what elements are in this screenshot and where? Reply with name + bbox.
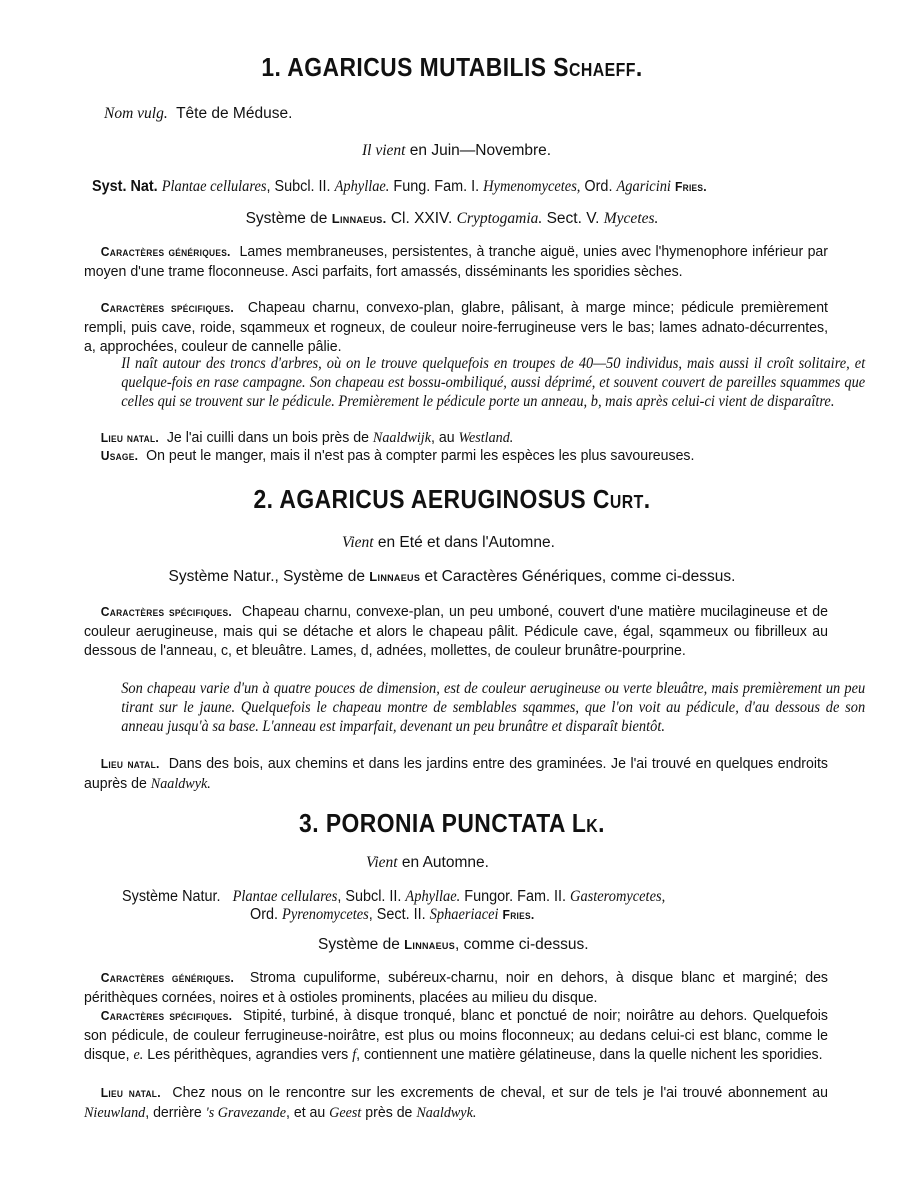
label: Caractères spécifiques. [100, 300, 235, 315]
body-text: Naaldwyk. [416, 1103, 477, 1121]
common-name [104, 105, 292, 123]
note-1 [84, 354, 865, 411]
body-text: , derrière [145, 1103, 202, 1121]
syst-text: Fungor. Fam. II. [464, 888, 567, 905]
body-text: Naaldwijk [372, 429, 432, 446]
linnaeus-text: Système de [245, 210, 328, 227]
usage-1 [84, 446, 828, 466]
systema-naturae-1 [92, 178, 707, 196]
body-text: Chapeau charnu, convexe-plan, un peu umboné, couvert d'une matière mucilagineuse et de couleur aerugineuse, mais qui se détache et alors le chapeau pâlit. Pédicule cave, égal, sqammeux ou fibrilleux au dessous de l'anneau, c, et bleuâtre. Lames, d, adnées, mollettes, de couleur brunâtre-pourprine. [84, 603, 828, 659]
body-text: Je l'ai cuilli dans un bois près de [166, 429, 369, 446]
habitat-3 [84, 1083, 828, 1122]
syst-text: , Sect. II. [368, 906, 426, 923]
specific-characters-3 [84, 1006, 828, 1065]
syst-text: Fung. Fam. I. [393, 178, 480, 195]
syst-text: Syst. Nat. [92, 178, 158, 195]
systeme-text: Système Natur., Système de [168, 568, 365, 585]
season-value: en Eté et dans l'Automne. [377, 534, 555, 551]
syst-text: Plantae cellulares [232, 888, 338, 905]
species-author: Curt. [592, 484, 651, 514]
label: Lieu natal. [100, 756, 160, 771]
syst-text: Gasteromycetes, [570, 888, 666, 905]
section-number: 1. [261, 52, 282, 82]
note-2 [84, 679, 865, 736]
label: Caractères spécifiques. [100, 1008, 233, 1023]
season-label: Vient [342, 534, 374, 551]
season-label: Il vient [362, 142, 406, 159]
label: Lieu natal. [100, 430, 159, 445]
linnaeus-text: Linnaeus. [331, 211, 387, 226]
linnaeus-text: Sect. V. [546, 210, 600, 227]
body-text: Chapeau charnu, convexo-plan, glabre, pâlisant, à marge mince; pédicule premièrement rempli, puis cave, roide, sqammeux et rogneux, de couleur noire-ferrugineuse vers le bas; lames adnato-décurrentes, a, approchées, couleur de cannelle pâlie. [84, 299, 828, 355]
linnaeus-3 [318, 936, 589, 954]
generic-characters-3 [84, 968, 828, 1007]
season-value: en Automne. [401, 854, 489, 871]
common-name-value: Tête de Méduse. [176, 105, 293, 122]
label: Usage. [100, 448, 139, 463]
season-1 [362, 142, 551, 160]
label: Caractères génériques. [100, 244, 231, 259]
label: Lieu natal. [100, 1085, 161, 1100]
body-text: , et au [285, 1103, 326, 1121]
specific-characters-2 [84, 602, 828, 661]
body-text: On peut le manger, mais il n'est pas à compter parmi les espèces les plus savoureuses. [146, 447, 695, 464]
body-text: Chez nous on le rencontre sur les excrements de cheval, et sur de tels je l'ai trouvé abonnement au [172, 1084, 828, 1101]
syst-text: Agaricini [616, 178, 671, 195]
common-name-label: Nom vulg. [104, 105, 168, 122]
systeme-text: Linnaeus [369, 569, 421, 584]
systema-naturae-3-cont [250, 906, 535, 924]
syst-text: Aphyllae. [334, 178, 390, 195]
section-2-title [54, 484, 850, 515]
season-2 [342, 534, 555, 552]
note-text: Il naît autour des troncs d'arbres, où on le trouve quelquefois en troupes de 40—50 individus, mais aussi il croît solitaire, et quelque-fois en rase campagne. Son chapeau est bossu-ombiliqué, aussi déprimé, et souvent couvert de pareilles squammes que celles qui se trouvent sur le pédicule. Premièrement le pédicule porte un anneau, b, mais après celui-ci vient de disparaître. [121, 355, 866, 410]
body-text: Lames membraneuses, persistentes, à tranche aiguë, unies avec l'hymenophore inférieur par moyen d'une trame floconneuse. Asci parfaits, fort amassés, disséminants les sporidies sèches. [84, 243, 828, 280]
syst-text: Ord. [584, 178, 613, 195]
section-number: 2. [253, 484, 274, 514]
species-name: AGARICUS AERUGINOSUS [279, 484, 587, 514]
linnaeus-1 [0, 210, 904, 228]
body-text: Stipité, turbiné, à disque tronqué, blanc et ponctué de noir; noirâtre au dehors. Quelquefois son pédicule, de couleur ferrugineuse-noirâtre, est plus ou moins floconneux; au dedans celui-ci est blanc, comme le disque, [84, 1007, 829, 1063]
body-text: 's Gravezande [205, 1103, 286, 1121]
linnaeus-text: Cryptogamia. [456, 210, 543, 227]
section-1-title [54, 52, 850, 83]
season-3 [366, 854, 489, 872]
species-name: PORONIA PUNCTATA [325, 808, 566, 838]
body-text: près de [365, 1103, 413, 1121]
linnaeus-text: Linnaeus [404, 937, 456, 952]
body-text: Nieuwland [84, 1103, 146, 1121]
syst-text: Système Natur. [122, 888, 221, 905]
syst-text: Fries. [502, 907, 535, 922]
body-text: f [352, 1046, 357, 1063]
note-text: Son chapeau varie d'un à quatre pouces de dimension, est de couleur aerugineuse ou verte bleuâtre, mais premièrement un peu tirant sur le jaune. Quelquefois le chapeau montre de semblables sqammes, que l'on voit au pédicule, d'au dessous de son anneau jusqu'à sa base. L'anneau est imparfait, devenant un peu brunâtre et disparaît bientôt. [121, 680, 866, 735]
systeme-text: et Caractères Génériques, comme ci-dessus. [424, 568, 736, 585]
habitat-2 [84, 754, 828, 793]
body-text: , contiennent une matière gélatineuse, dans la quelle nichent les sporidies. [356, 1046, 823, 1063]
species-author: Schaeff. [553, 52, 643, 82]
syst-text: , Subcl. II. [266, 178, 331, 195]
syst-text: Sphaeriacei [429, 906, 499, 923]
label: Caractères génériques. [100, 970, 235, 985]
syst-text: Aphyllae. [405, 888, 461, 905]
systema-naturae-3 [122, 888, 665, 906]
syst-text: Hymenomycetes, [483, 178, 581, 195]
habitat-1 [84, 428, 828, 448]
body-text: Les périthèques, agrandies vers [147, 1046, 349, 1063]
section-3-title [54, 808, 850, 839]
syst-text: Ord. [250, 906, 279, 923]
body-text: , au [431, 429, 455, 446]
generic-characters-1 [84, 242, 828, 281]
syst-text: Fries. [674, 179, 707, 194]
section-number: 3. [299, 808, 320, 838]
body-text: Westland. [458, 429, 514, 446]
linnaeus-text: , comme ci-dessus. [455, 936, 589, 953]
body-text: Dans des bois, aux chemins et dans les jardins entre des graminées. Je l'ai trouvé en quelques endroits auprès de [84, 755, 828, 792]
syst-text: , Subcl. II. [337, 888, 402, 905]
label: Caractères spécifiques. [100, 604, 232, 619]
body-text: e. [133, 1046, 144, 1063]
species-name: AGARICUS MUTABILIS [287, 52, 547, 82]
specific-characters-1 [84, 298, 828, 357]
body-text: Naaldwyk. [150, 774, 211, 792]
linnaeus-text: Mycetes. [603, 210, 659, 227]
season-value: en Juin—Novembre. [409, 142, 552, 159]
body-text: Stroma cupuliforme, subéreux-charnu, noir en dehors, à disque blanc et marginé; des périthèques cornées, noires et à ostioles prominents, placées au milieu du disque. [84, 969, 828, 1006]
syst-text: Pyrenomycetes [282, 906, 369, 923]
syst-text: Plantae cellulares [161, 178, 267, 195]
systeme-2 [0, 568, 904, 586]
linnaeus-text: Système de [318, 936, 400, 953]
season-label: Vient [366, 854, 398, 871]
body-text: Geest [329, 1103, 362, 1121]
linnaeus-text: Cl. XXIV. [390, 210, 453, 227]
species-author: Lk. [571, 808, 605, 838]
